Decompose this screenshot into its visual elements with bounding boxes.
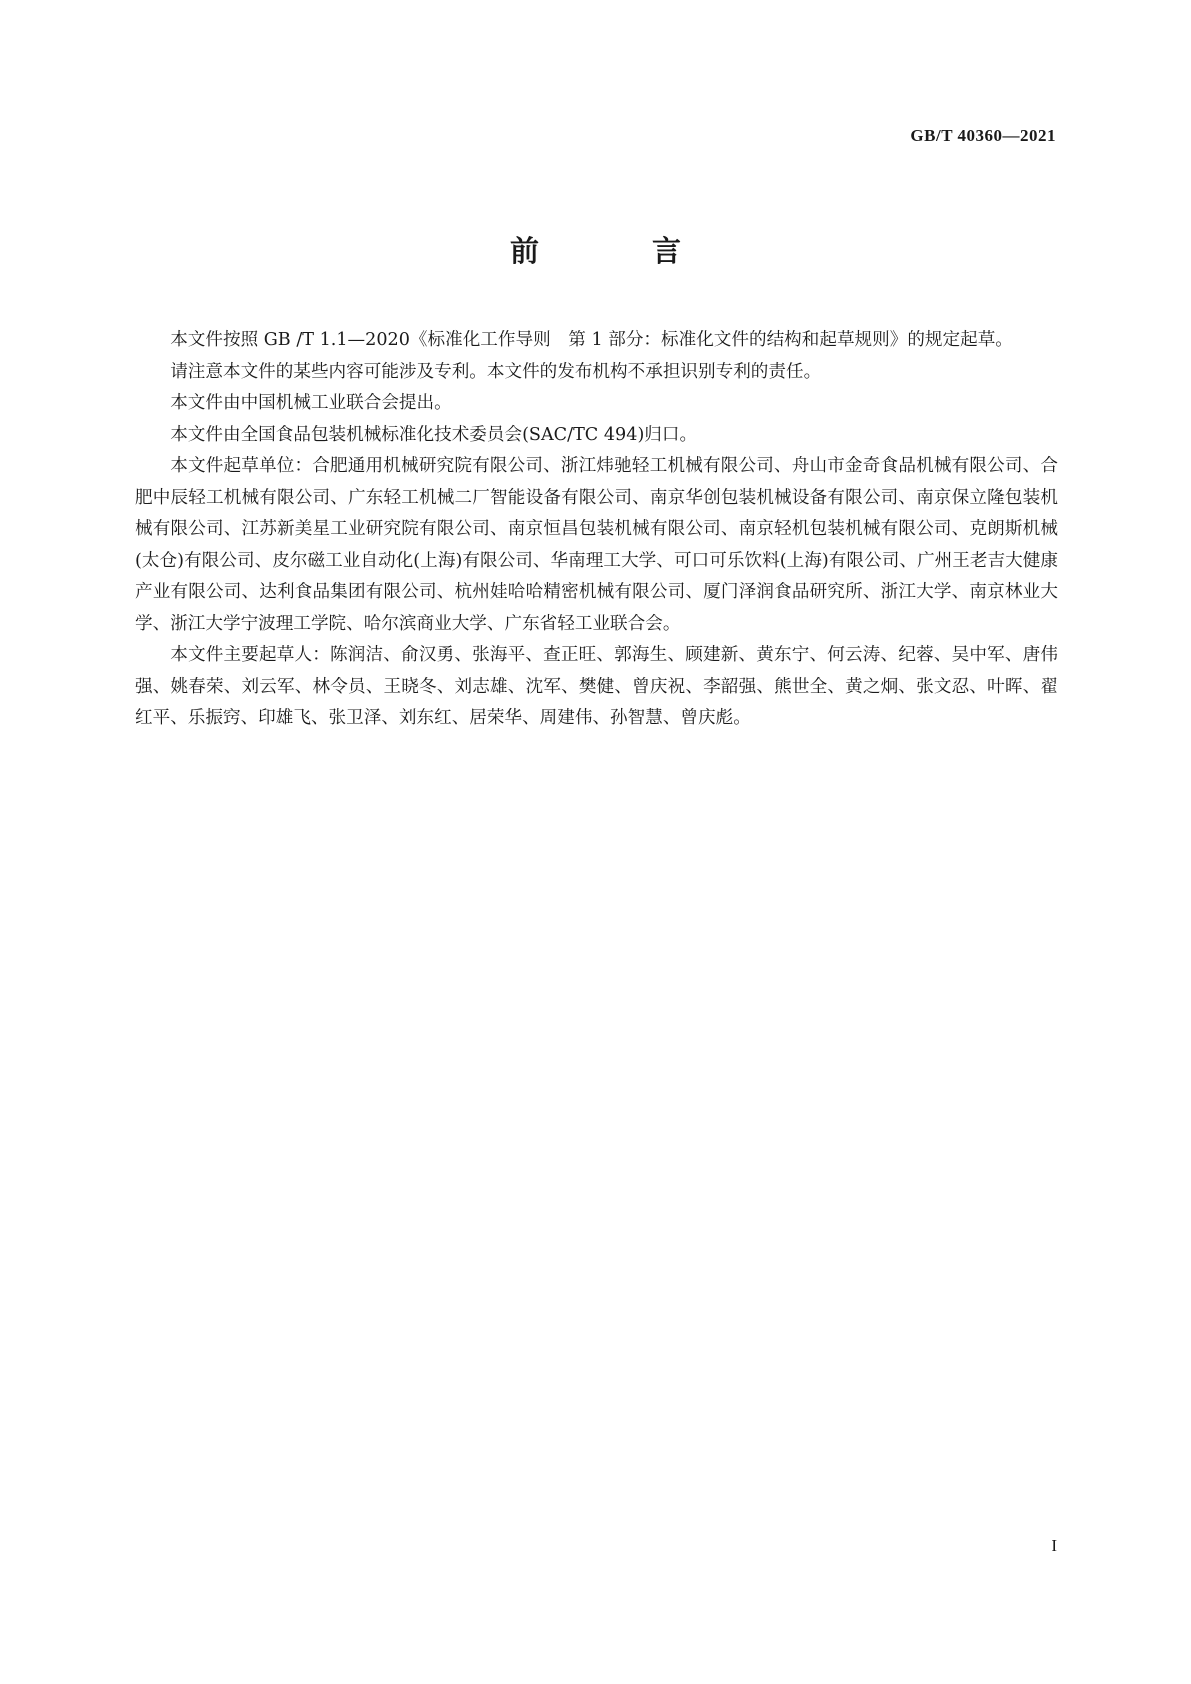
paragraph-proposer: 本文件由中国机械工业联合会提出。 <box>170 393 452 413</box>
page-title: 前 言 <box>509 234 723 268</box>
page-number: I <box>1051 1536 1057 1555</box>
standard-number: GB/T 40360—2021 <box>910 126 1056 145</box>
paragraph-drafting-rules: 本文件按照 GB /T 1.1—2020《标准化工作导则 第 1 部分：标准化文件的结构和起草规则》的规定起草。 <box>170 330 1013 350</box>
foreword-body <box>135 325 1058 735</box>
paragraph-technical-committee: 本文件由全国食品包装机械标准化技术委员会(SAC/TC 494)归口。 <box>170 424 698 445</box>
paragraph-patent-notice: 请注意本文件的某些内容可能涉及专利。本文件的发布机构不承担识别专利的责任。 <box>170 361 822 382</box>
paragraph-main-drafters: 本文件主要起草人：陈润洁、俞汉勇、张海平、查正旺、郭海生、顾建新、黄东宁、何云涛、纪蓉、吴中军、唐伟强、姚春荣、刘云军、林令员、王晓冬、刘志雄、沈军、樊健、曾庆祝、李韶强、熊世全、黄之炯、张文忍、叶晖、翟红平、乐振窍、印雄飞、张卫泽、刘东红、居荣华、周建伟、孙智慧、曾庆彪。 <box>135 645 1058 728</box>
paragraph-drafting-organizations: 本文件起草单位：合肥通用机械研究院有限公司、浙江炜驰轻工机械有限公司、舟山市金奇食品机械有限公司、合肥中辰轻工机械有限公司、广东轻工机械二厂智能设备有限公司、南京华创包装机械设备有限公司、南京保立隆包装机械有限公司、江苏新美星工业研究院有限公司、南京恒昌包装机械有限公司、南京轻机包装机械有限公司、克朗斯机械(太仓)有限公司、皮尔磁工业自动化(上海)有限公司、华南理工大学、可口可乐饮料(上海)有限公司、广州王老吉大健康产业有限公司、达利食品集团有限公司、杭州娃哈哈精密机械有限公司、厦门泽润食品研究所、浙江大学、南京林业大学、浙江大学宁波理工学院、哈尔滨商业大学、广东省轻工业联合会。 <box>135 456 1058 634</box>
